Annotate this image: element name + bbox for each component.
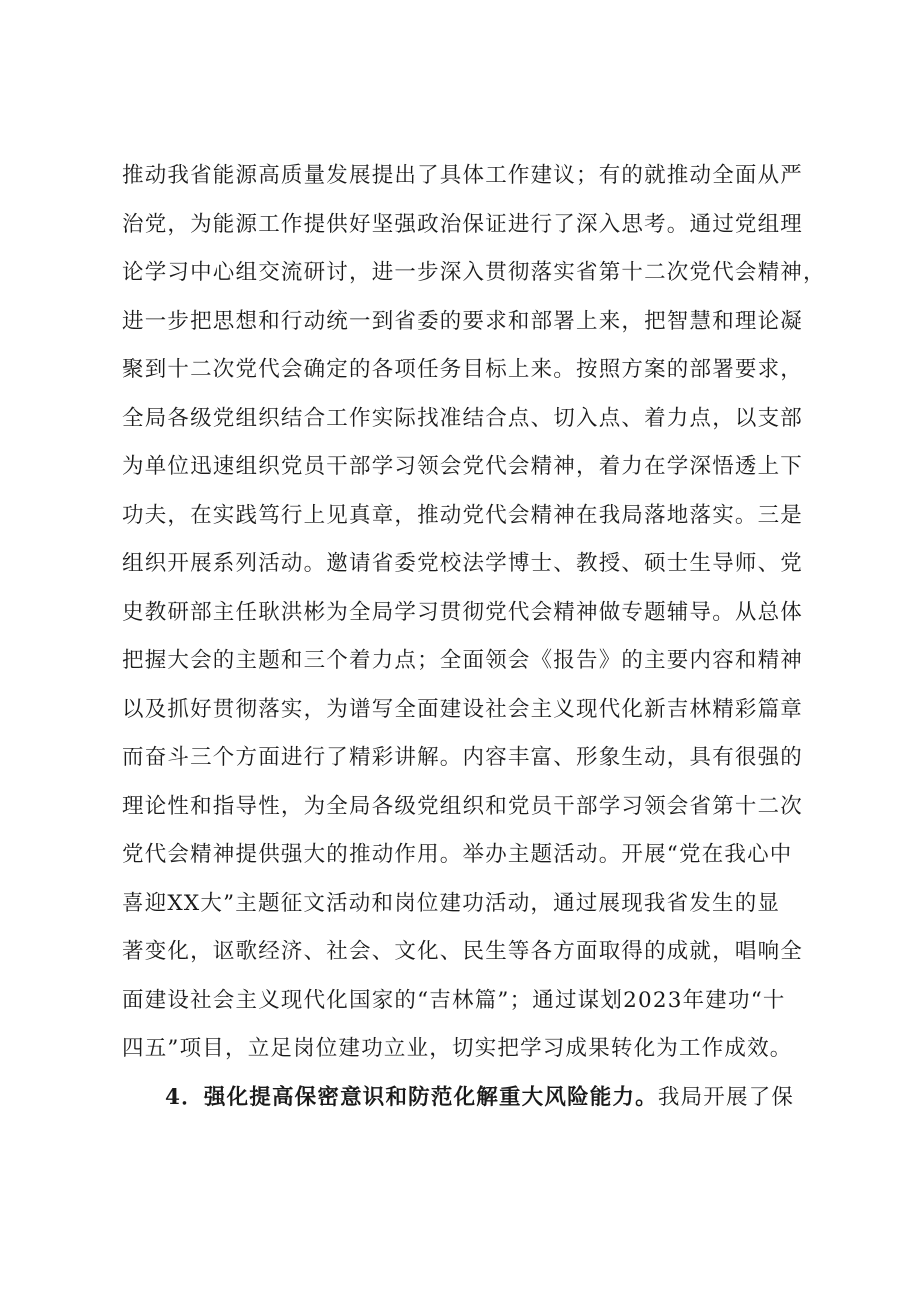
paragraph-line: 理论性和指导性，为全局各级党组织和党员干部学习领会省第十二次 <box>122 793 804 819</box>
section-heading-title: 强化提高保密意识和防范化解重大风险能力。 <box>203 1084 658 1110</box>
paragraph-line: 以及抓好贯彻落实，为谱写全面建设社会主义现代化新吉林精彩篇章 <box>122 696 804 722</box>
body-text <box>122 152 842 1122</box>
paragraph-line: 治党，为能源工作提供好坚强政治保证进行了深入思考。通过党组理 <box>122 211 804 237</box>
paragraph-line: 四五”项目，立足岗位建功立业，切实把学习成果转化为工作成效。 <box>122 1036 793 1061</box>
paragraph-line: 为单位迅速组织党员干部学习领会党代会精神，着力在学深悟透上下 <box>122 454 804 479</box>
paragraph-line: 喜迎XX大”主题征文活动和岗位建功活动，通过展现我省发生的显 <box>122 890 781 916</box>
paragraph-line: 而奋斗三个方面进行了精彩讲解。内容丰富、形象生动，具有很强的 <box>122 745 804 770</box>
paragraph-line: 面建设社会主义现代化国家的“吉林篇”；通过谋划2023年建功“十 <box>122 987 786 1013</box>
paragraph-line: 著变化，讴歌经济、社会、文化、民生等各方面取得的成就，唱响全 <box>122 939 804 964</box>
section-heading-number: 4． <box>165 1084 204 1110</box>
paragraph-line: 史教研部主任耿洪彬为全局学习贯彻党代会精神做专题辅导。从总体 <box>122 599 804 625</box>
paragraph-line: 推动我省能源高质量发展提出了具体工作建议；有的就推动全面从严 <box>122 163 804 188</box>
paragraph-line: 党代会精神提供强大的推动作用。举办主题活动。开展“党在我心中 <box>122 842 793 867</box>
paragraph-line: 论学习中心组交流研讨，进一步深入贯彻落实省第十二次党代会精神， <box>122 260 826 285</box>
paragraph-line: 组织开展系列活动。邀请省委党校法学博士、教授、硕士生导师、党 <box>122 551 804 576</box>
paragraph-line: 聚到十二次党代会确定的各项任务目标上来。按照方案的部署要求， <box>122 357 804 382</box>
paragraph-line: 功夫，在实践笃行上见真章，推动党代会精神在我局落地落实。三是 <box>122 502 804 528</box>
paragraph-line: 进一步把思想和行动统一到省委的要求和部署上来，把智慧和理论凝 <box>122 308 804 334</box>
paragraph-line: 把握大会的主题和三个着力点；全面领会《报告》的主要内容和精神 <box>122 648 804 673</box>
section-heading-tail: 我局开展了保 <box>657 1084 795 1110</box>
section-heading-line <box>122 1074 842 1123</box>
paragraph-line: 全局各级党组织结合工作实际找准结合点、切入点、着力点，以支部 <box>122 405 804 431</box>
